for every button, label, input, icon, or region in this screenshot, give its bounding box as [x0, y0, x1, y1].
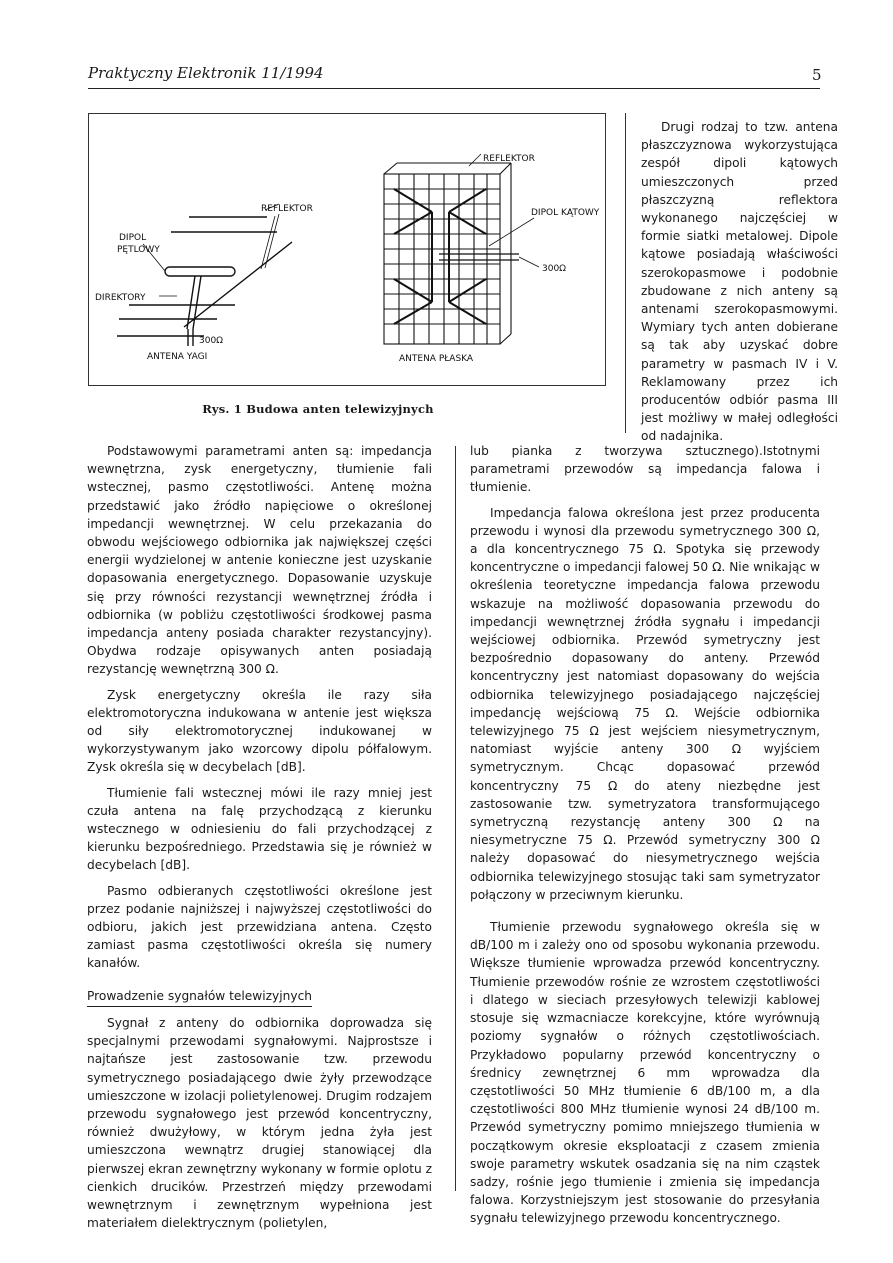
paragraph: Drugi rodzaj to tzw. antena płaszczyznowa wykorzystująca zespół dipoli kątowych umieszczonych przed płaszczyzną reflektora wykonanego najczęściej w formie siatki metalowej. Dipole kątowe posiadają właściwości szerokopasmowe i podobnie zbudowane z nich anteny są antenami szerokopasmowymi. Wymiary tych anten dobierane są tak aby uzyskać dobre parametry w pasmach IV i V. Reklamowany przez ich producentów odbiór pasma III jest możliwy w małej odległości od nadajnika.	[641, 120, 838, 444]
label-dipol: DIPOL	[119, 233, 147, 243]
paragraph: lub pianka z tworzywa sztucznego).Istotnymi parametrami przewodów są impedancja falowa i tłumienie.	[470, 444, 820, 495]
paragraph: Tłumienie przewodu sygnałowego określa się w dB/100 m i zależy ono od sposobu wykonania przewodu. Większe tłumienie wprowadza przewód koncentryczny. Tłumienie przewodów rośnie ze wzrostem częstotliwości i dlatego w sieciach przesyłowych telewizji kablowej stosuje się wzmacniacze korekcyjne, które wyrównują poziomy sygnałów o różnych częstotliwościach. Przykładowo popularny przewód koncentryczny o średnicy zewnętrznej 6 mm wprowadza dla częstotliwości 50 MHz tłumienie 6 dB/100 m, a dla częstotliwości 800 MHz tłumienie wynosi 24 dB/100 m. Przewód symetryczny pomimo mniejszego tłumienia w początkowym okresie eksploatacji z czasem zmienia swoje parametry wskutek osadzania się na nim cząstek sadzy, rośnie jego tłumienie i zmienia się impedancja falowa. Korzystniejszym jest stosowanie do przesyłania sygnału telewizyjnego przewodu koncentrycznego.	[470, 920, 820, 1226]
column-rule-top	[625, 113, 626, 433]
page-number: 5	[812, 66, 822, 84]
label-reflektor-flat: REFLEKTOR	[483, 154, 535, 164]
label-petlowy: PĘTLOWY	[117, 245, 160, 255]
header-rule	[88, 88, 820, 89]
antenna-diagram	[89, 114, 607, 387]
paragraph: Impedancja falowa określona jest przez producenta przewodu i wynosi dla przewodu symetrycznego 300 Ω, a dla koncentrycznego 75 Ω. Spotyka się przewody koncentryczne o impedancji falowej 50 Ω. Nie wnikając w określenia teoretyczne impedancja falowa przewodu wskazuje na możliwość dopasowania przewodu do impedancji wewnętrznej źródła sygnału i impedancji wejściowej odbiornika. Przewód symetryczny jest bezpośrednio dopasowany do anteny. Przewód koncentryczny jest natomiast dopasowany do wejścia odbiornika telewizyjnego posiadającego najczęściej impedancję wejściową 75 Ω. Wejście odbiornika telewizyjnego 75 Ω jest wejściem niesymetrycznym, natomiast wyjście anteny 300 Ω wyjściem symetrycznym. Chcąc dopasować przewód koncentryczny 75 Ω do ateny niezbędne jest zastosowanie tzw. symetryzatora transformującego symetryczną rezystancję anteny 300 Ω na niesymetryczne 75 Ω. Przewód symetryczny 300 Ω należy dopasować do niesymetrycznego wejścia odbiornika telewizyjnego stosując taki sam symetryzator połączony w przeciwnym kierunku.	[470, 505, 820, 902]
right-column	[470, 442, 820, 1228]
column-rule-middle	[455, 446, 456, 1191]
section-heading: Prowadzenie sygnałów telewizyjnych	[87, 987, 312, 1007]
label-300-yagi: 300Ω	[199, 336, 224, 346]
label-antena-yagi: ANTENA YAGI	[147, 352, 208, 362]
label-direktory: DIREKTORY	[95, 293, 146, 303]
paragraph: Podstawowymi parametrami anten są: impedancja wewnętrzna, zysk energetyczny, tłumienie fali wstecznej, pasmo częstotliwości. Antenę można przedstawić jako źródło napięciowe o określonej impedancji wewnętrznej. W celu przekazania do obwodu wejściowego odbiornika jak największej części energii wydzielonej w antenie konieczne jest uzyskanie dopasowania energetycznego. Dopasowanie uzyskuje się przy równości rezystancji wewnętrznej źródła i odbiornika (w pobliżu częstotliwości środkowej pasma impedancja anteny posiada charakter rezystancyjny). Obydwa rodzaje opisywanych anten posiadają rezystancję wewnętrzną 300 Ω.	[87, 444, 432, 677]
running-header-title: Praktyczny Elektronik 11/1994	[88, 64, 324, 82]
section-heading-wrap	[87, 987, 432, 1007]
figure-caption: Rys. 1 Budowa anten telewizyjnych	[202, 402, 434, 416]
label-reflektor-yagi: REFLEKTOR	[261, 204, 313, 214]
paragraph: Tłumienie fali wstecznej mówi ile razy mniej jest czuła antena na falę przychodzącą z kierunku wstecznego w odniesieniu do fali przychodzącej z kierunku bezpośredniego. Przedstawia się je również w decybelach [dB].	[87, 785, 432, 873]
label-300-flat: 300Ω	[542, 264, 567, 274]
antenna-figure	[88, 113, 606, 386]
paragraph: Pasmo odbieranych częstotliwości określone jest przez podanie najniższej i najwyższej częstotliwości do odbioru, jakich jest przewidziana antena. Często zamiast pasma częstotliwości określa się numery kanałów.	[87, 883, 432, 971]
paragraph: Sygnał z anteny do odbiornika doprowadza się specjalnymi przewodami sygnałowymi. Najprostsze i najtańsze jest zastosowanie tzw. przewodu symetrycznego posiadającego dwie żyły przewodzące umieszczone w izolacji polietylenowej. Drugim rodzajem przewodu sygnałowego jest przewód koncentryczny, również dwużyłowy, w którym jedna żyła jest umieszczona wewnątrz drugiej stanowiącej dla pierwszej ekran zewnętrzny wykonany w formie oplotu z cienkich drucików. Przestrzeń między przewodami wewnętrznym i zewnętrznym wypełniona jest materiałem dielektrycznym (polietylen,	[87, 1015, 432, 1231]
top-right-column	[641, 118, 838, 446]
label-antena-plaska: ANTENA PŁASKA	[399, 354, 474, 364]
yagi-folded-dipole	[165, 267, 235, 276]
label-dipol-katowy: DIPOL KĄTOWY	[531, 208, 600, 218]
paragraph: Zysk energetyczny określa ile razy siła elektromotoryczna indukowana w antenie jest większa od siły elektromotorycznej indukowanej w wykorzystywanym jako wzorcowy dipolu półfalowym. Zysk określa się w decybelach [dB].	[87, 687, 432, 775]
left-column	[87, 442, 432, 1232]
